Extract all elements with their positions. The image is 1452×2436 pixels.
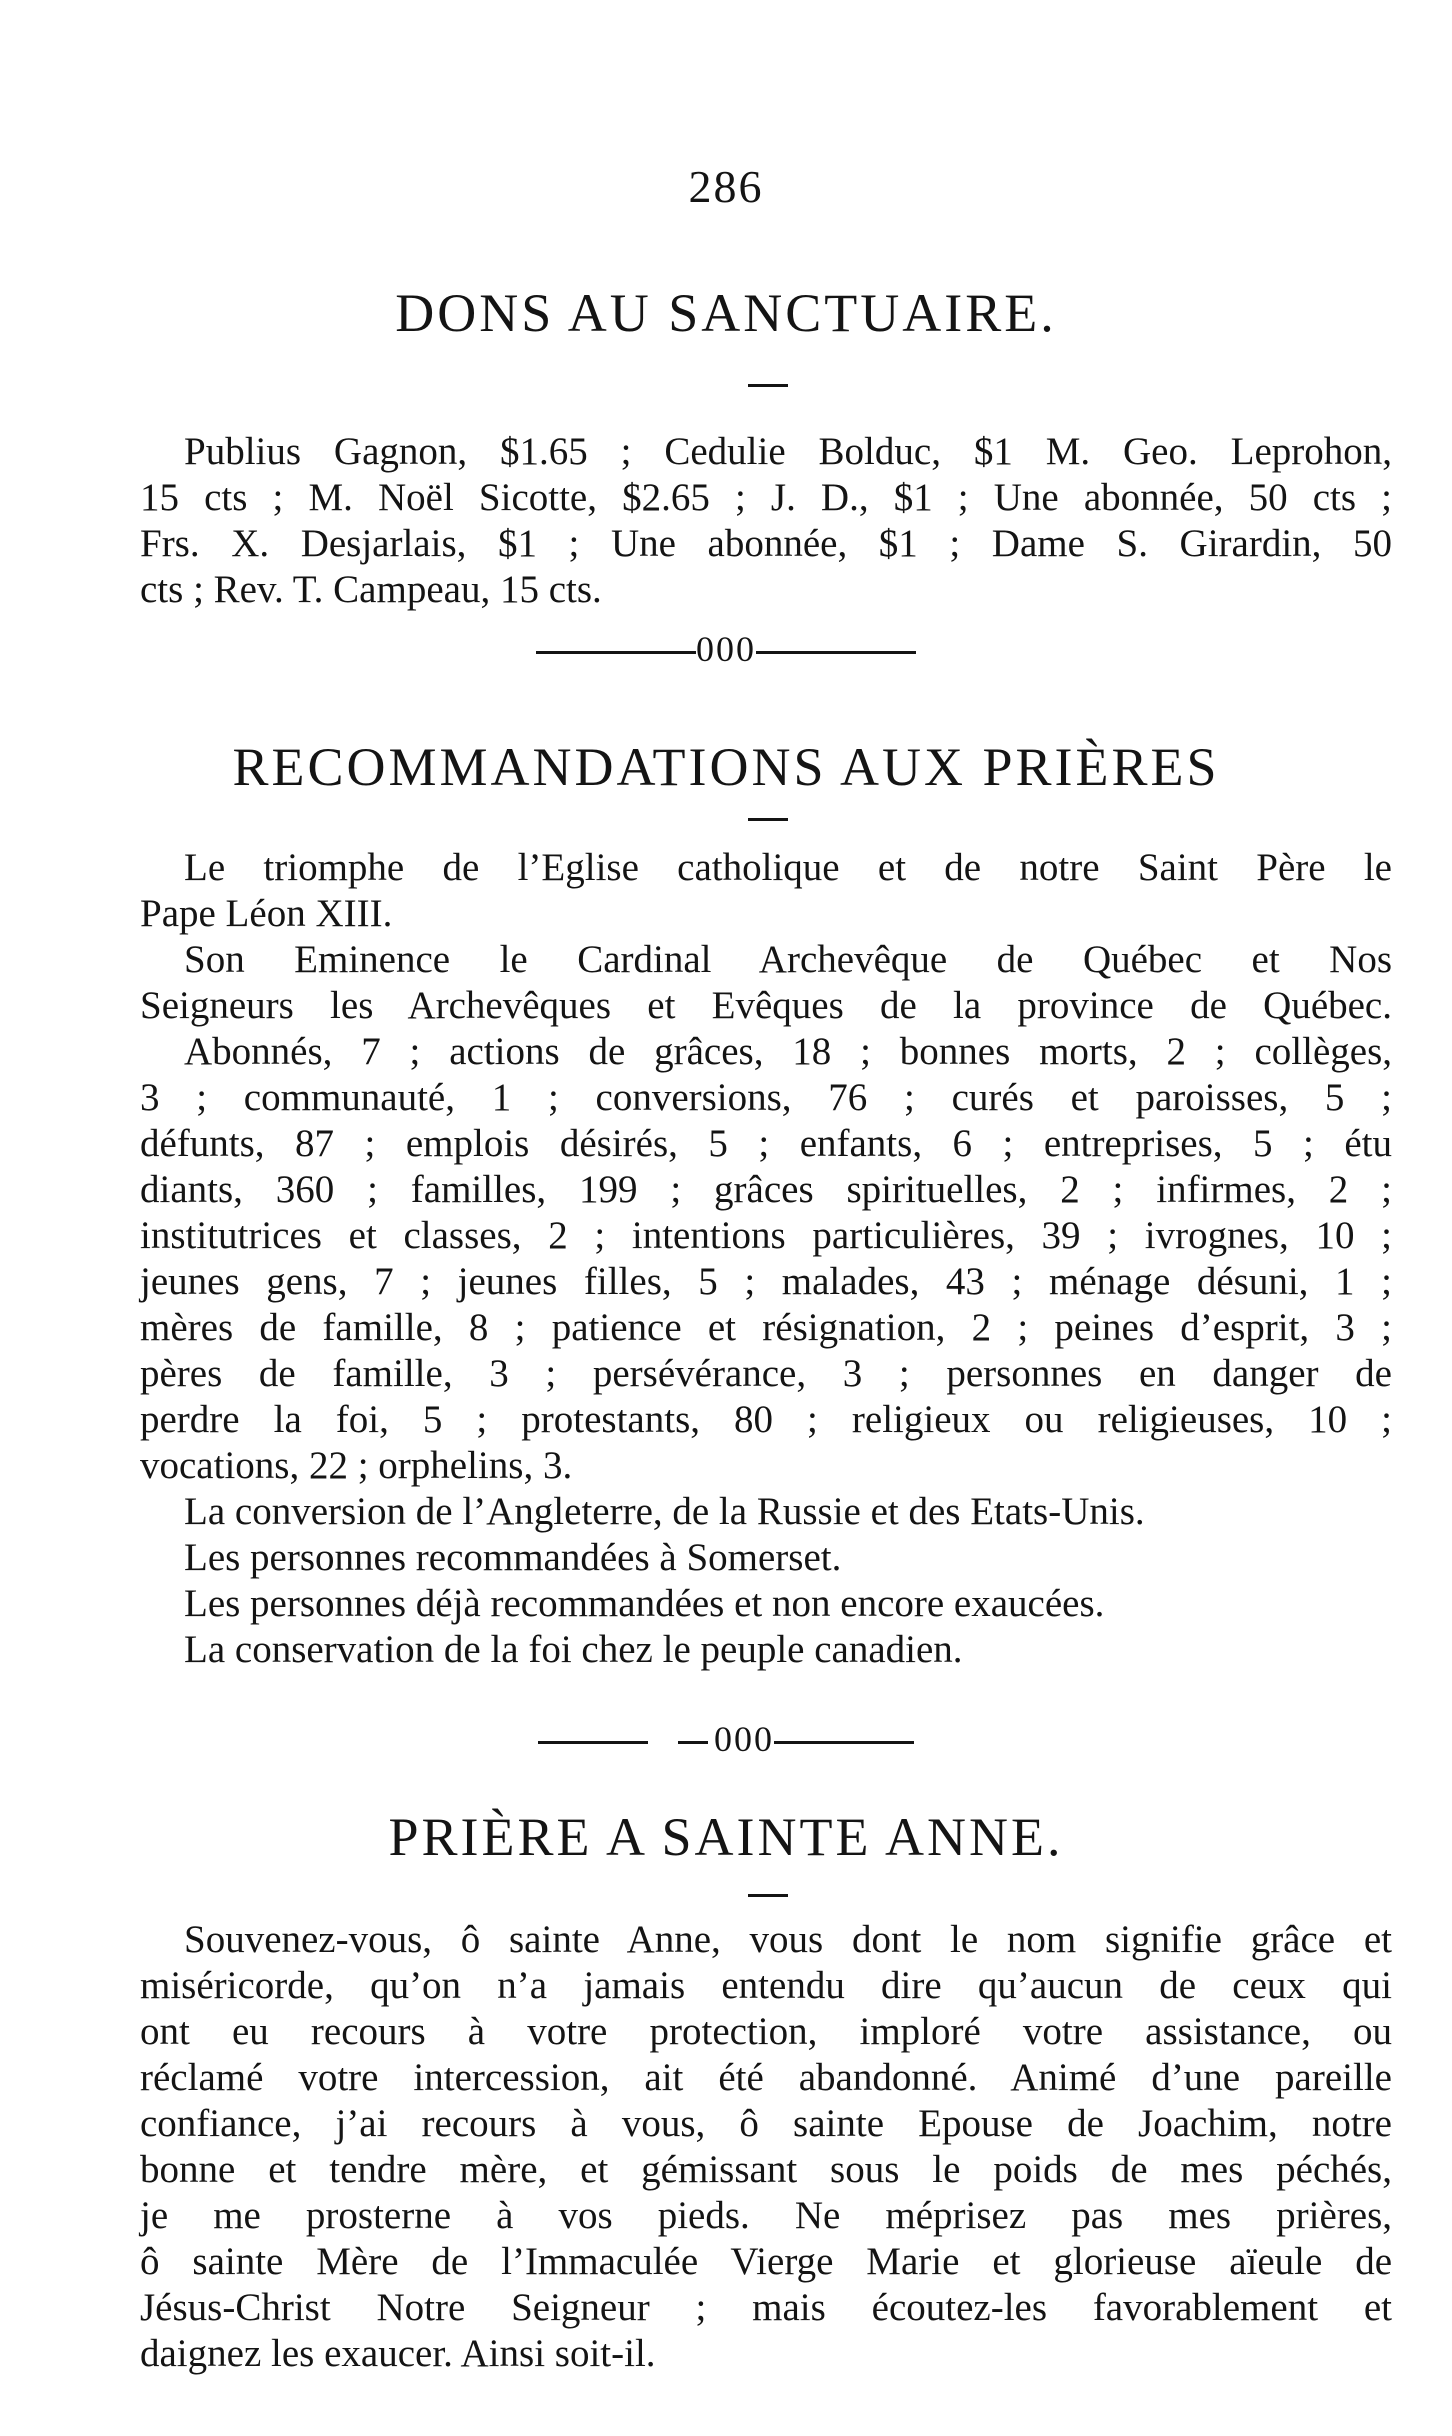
priere-line: Souvenez-vous, ô sainte Anne, vous dont le nom signifie grâce et xyxy=(184,1918,1392,1961)
separator-dash xyxy=(678,1741,708,1744)
separator-line-right xyxy=(774,1741,914,1744)
separator xyxy=(0,628,1452,670)
priere-line: Jésus-Christ Notre Seigneur ; mais écoutez-les favorablement et xyxy=(140,2286,1392,2329)
dons-heading: DONS AU SANCTUAIRE. xyxy=(395,283,1057,343)
recommandation-line: Pape Léon XIII. xyxy=(140,892,393,935)
separator-line-left xyxy=(536,651,696,654)
recommandation-line: Les personnes déjà recommandées et non encore exaucées. xyxy=(184,1582,1105,1625)
priere-line: bonne et tendre mère, et gémissant sous le poids de mes péchés, xyxy=(140,2148,1392,2191)
dons-line: 15 cts ; M. Noël Sicotte, $2.65 ; J. D., $1 ; Une abonnée, 50 cts ; xyxy=(140,476,1392,519)
dons-line: Frs. X. Desjarlais, $1 ; Une abonnée, $1 ; Dame S. Girardin, 50 xyxy=(140,522,1392,565)
page-number: 286 xyxy=(688,161,764,212)
recommandation-line: pères de famille, 3 ; persévérance, 3 ; personnes en danger de xyxy=(140,1352,1392,1395)
priere-line: réclamé votre intercession, ait été abandonné. Animé d’une pareille xyxy=(140,2056,1392,2099)
priere-line: ont eu recours à votre protection, imploré votre assistance, ou xyxy=(140,2010,1392,2053)
recommandation-line: Le triomphe de l’Eglise catholique et de notre Saint Père le xyxy=(184,846,1392,889)
heading-rule xyxy=(748,818,788,821)
separator-text: 000 xyxy=(714,1719,774,1759)
recommandation-line: Son Eminence le Cardinal Archevêque de Québec et Nos xyxy=(184,938,1392,981)
priere-line: je me prosterne à vos pieds. Ne méprisez pas mes prières, xyxy=(140,2194,1392,2237)
recommandation-line: Seigneurs les Archevêques et Evêques de la province de Québec. xyxy=(140,984,1392,1027)
priere-line: ô sainte Mère de l’Immaculée Vierge Marie et glorieuse aïeule de xyxy=(140,2240,1392,2283)
separator-text: 000 xyxy=(696,629,756,669)
recommandation-line: Les personnes recommandées à Somerset. xyxy=(184,1536,842,1579)
recommandation-line: diants, 360 ; familles, 199 ; grâces spirituelles, 2 ; infirmes, 2 ; xyxy=(140,1168,1392,1211)
recommandation-line: perdre la foi, 5 ; protestants, 80 ; religieux ou religieuses, 10 ; xyxy=(140,1398,1392,1441)
recommandation-line: La conversion de l’Angleterre, de la Russie et des Etats-Unis. xyxy=(184,1490,1145,1533)
recommandations-heading: RECOMMANDATIONS AUX PRIÈRES xyxy=(232,737,1220,797)
heading-rule xyxy=(748,384,788,387)
separator xyxy=(0,1718,1452,1760)
recommandation-line: 3 ; communauté, 1 ; conversions, 76 ; curés et paroisses, 5 ; xyxy=(140,1076,1392,1119)
priere-line: miséricorde, qu’on n’a jamais entendu dire qu’aucun de ceux qui xyxy=(140,1964,1392,2007)
separator-line-right xyxy=(756,651,916,654)
heading-rule xyxy=(748,1894,788,1897)
priere-line: daignez les exaucer. Ainsi soit-il. xyxy=(140,2332,656,2375)
recommandation-line: institutrices et classes, 2 ; intentions particulières, 39 ; ivrognes, 10 ; xyxy=(140,1214,1392,1257)
recommandation-line: Abonnés, 7 ; actions de grâces, 18 ; bonnes morts, 2 ; collèges, xyxy=(184,1030,1392,1073)
priere-heading: PRIÈRE A SAINTE ANNE. xyxy=(388,1807,1064,1867)
recommandation-line: défunts, 87 ; emplois désirés, 5 ; enfants, 6 ; entreprises, 5 ; étu xyxy=(140,1122,1392,1165)
recommandation-line: La conservation de la foi chez le peuple canadien. xyxy=(184,1628,963,1671)
dons-line: Publius Gagnon, $1.65 ; Cedulie Bolduc, $1 M. Geo. Leprohon, xyxy=(184,430,1392,473)
recommandation-line: mères de famille, 8 ; patience et résignation, 2 ; peines d’esprit, 3 ; xyxy=(140,1306,1392,1349)
priere-line: confiance, j’ai recours à vous, ô sainte Epouse de Joachim, notre xyxy=(140,2102,1392,2145)
recommandation-line: jeunes gens, 7 ; jeunes filles, 5 ; malades, 43 ; ménage désuni, 1 ; xyxy=(140,1260,1392,1303)
recommandation-line: vocations, 22 ; orphelins, 3. xyxy=(140,1444,573,1487)
dons-line: cts ; Rev. T. Campeau, 15 cts. xyxy=(140,568,602,611)
separator-line-left xyxy=(538,1741,648,1744)
